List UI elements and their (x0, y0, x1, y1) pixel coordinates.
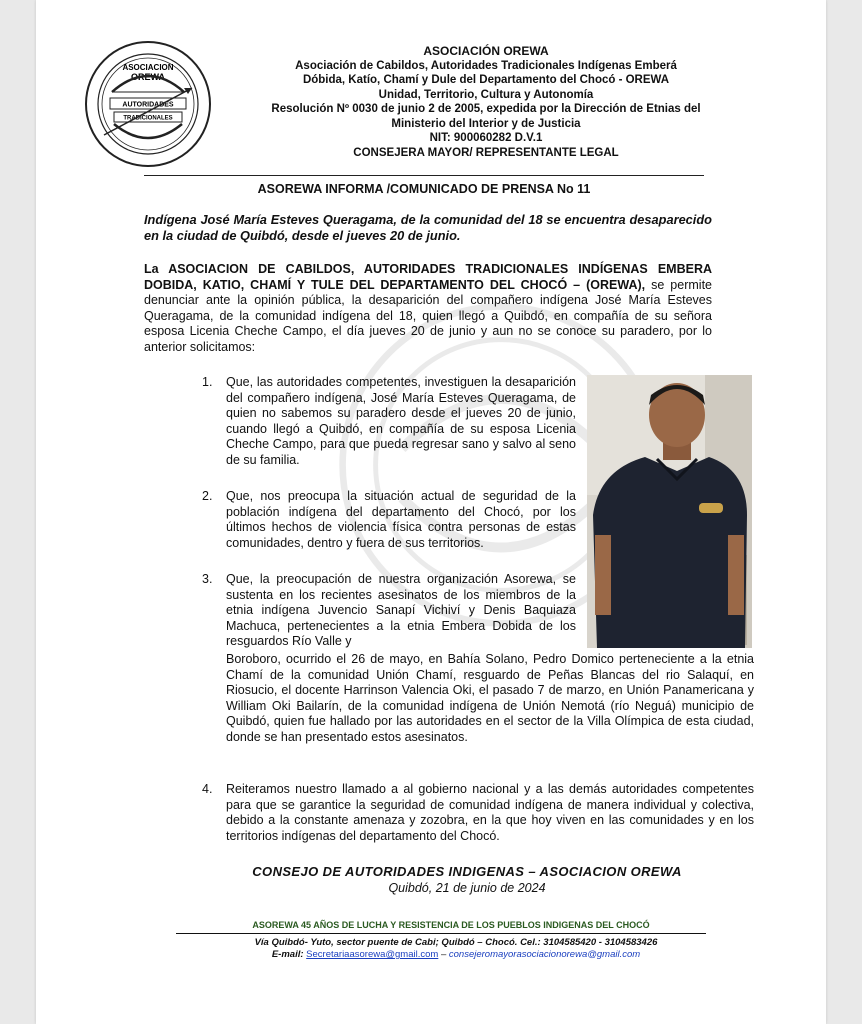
list-item-text: Reiteramos nuestro llamado a al gobierno nacional y a las demás autoridades competentes para que se garantice la seguridad de comunidad indígena de manera individual y colectiva, debido a la constante amenaza y zozobra, en la que hoy viven en las comunidades y en los territorios indígenas del departamento del Chocó. (226, 782, 754, 843)
footer-slogan: ASOREWA 45 AÑOS DE LUCHA Y RESISTENCIA DE LOS PUEBLOS INDIGENAS DEL CHOCÓ (252, 920, 650, 930)
footer-address: Vía Quibdó- Yuto, sector puente de Cabi; Quibdó – Chocó. Cel.: 3104585420 - 3104583426 (254, 937, 658, 948)
footer-divider (176, 933, 706, 934)
list-item-number: 1. (202, 375, 213, 389)
press-release-title: ASOREWA INFORMA /COMUNICADO DE PRENSA No 11 (257, 182, 591, 196)
footer-email-line (176, 949, 736, 960)
email-link-secretaria[interactable]: Secretariaasorewa@gmail.com (306, 949, 439, 960)
list-item-continuation: Boroboro, ocurrido el 26 de mayo, en Bahía Solano, Pedro Domico perteneciente a la etnia Chamí de la comunidad Unión Chamí, resguardo de Peñas Blancas del rio Salaquí, en Riosucio, el docente Harrinson Valencia Oki, el pasado 7 de marzo, en Unión Panamericana y William Oki Bailarín, de la comunidad indígena de Unión Nemotá (río Neguá) municipio de Quibdó, quien fue hallado por las autoridades en el sector de la Villa Olímpica de esta ciudad, donde se han presentado estos asesinatos. (226, 652, 754, 744)
header-divider (144, 175, 704, 176)
closing-date: Quibdó, 21 de junio de 2024 (388, 881, 546, 895)
letterhead (226, 44, 746, 160)
list-item (202, 782, 754, 844)
list-item (202, 375, 576, 469)
email-label: E-mail: (271, 949, 304, 960)
org-line: Dóbida, Katío, Chamí y Dule del Departamento del Chocó - OREWA (302, 74, 670, 86)
svg-text:ASOCIACION: ASOCIACION (122, 63, 174, 72)
email-consejero[interactable]: consejeromayorasociacionorewa@gmail.com (448, 949, 641, 960)
closing-signature: CONSEJO DE AUTORIDADES INDIGENAS – ASOCIACION OREWA (252, 864, 682, 879)
list-item-text: Que, la preocupación de nuestra organización Asorewa, se sustenta en los recientes asesinatos de los miembros de la etnia indígena Juvencio Sanapí Vichiví y Denis Baquiaza Machuca, pertenecientes a la etnia Embera Dobida de los resguardos Río Valle y (226, 572, 576, 649)
org-role: CONSEJERA MAYOR/ REPRESENTANTE LEGAL (353, 146, 619, 159)
org-name: ASOCIACIÓN OREWA (423, 44, 549, 58)
svg-text:TRADICIONALES: TRADICIONALES (123, 115, 173, 122)
missing-person-photo (587, 375, 752, 648)
list-item-number: 4. (202, 782, 213, 796)
list-item-number: 2. (202, 489, 213, 503)
svg-text:OREWA: OREWA (130, 72, 166, 82)
org-nit: NIT: 900060282 D.V.1 (429, 132, 543, 144)
list-item (202, 572, 576, 650)
list-item-text: Que, nos preocupa la situación actual de seguridad de la población indígena del departamento del Chocó, por los últimos hechos de violencia física contra personas de estas comunidades, dentro y fuera de sus territorios. (226, 489, 576, 550)
lede-paragraph: Indígena José María Esteves Queragama, de la comunidad del 18 se encuentra desaparecido en la ciudad de Quibdó, desde el jueves 20 de junio. (144, 212, 712, 243)
svg-text:AUTORIDADES: AUTORIDADES (122, 101, 174, 109)
list-item-number: 3. (202, 572, 213, 586)
document-page (36, 0, 826, 1024)
org-motto: Unidad, Territorio, Cultura y Autonomía (378, 88, 594, 101)
org-ministry: Ministerio del Interior y de Justicia (391, 117, 581, 130)
list-item-text: Que, las autoridades competentes, investiguen la desaparición del compañero indígena, José María Esteves Queragama, de quien no sabemos su paradero desde el jueves 20 de junio, cuando llegó a Quibdó, en compañía de su esposa Licenia Cheche Campo, para que pueda regresar sano y salvo al seno de su familia. (226, 375, 576, 467)
intro-paragraph (144, 262, 712, 356)
org-resolution: Resolución Nº 0030 de junio 2 de 2005, expedida por la Dirección de Etnias del (271, 103, 701, 115)
org-line: Asociación de Cabildos, Autoridades Tradicionales Indígenas Emberá (295, 59, 677, 72)
email-separator: – (438, 949, 449, 960)
orewa-seal-logo (84, 40, 212, 168)
list-item (202, 489, 576, 551)
intro-text: se permite denunciar ante la opinión pública, la desaparición del compañero indígena José María Esteves Queragama, de la comunidad indígena del 18, quien llegó a Quibdó, en compañía de su señora esposa Licenia Cheche Campo, el día jueves 20 de junio y aun no se conoce su paradero, por lo anterior solicitamos: (144, 277, 712, 354)
intro-org-name: La ASOCIACION DE CABILDOS, AUTORIDADES TRADICIONALES INDÍGENAS EMBERA DOBIDA, KATIO, CHAMÍ Y TULE DEL DEPARTAMENTO DEL CHOCÓ – (OREWA), (144, 262, 712, 292)
